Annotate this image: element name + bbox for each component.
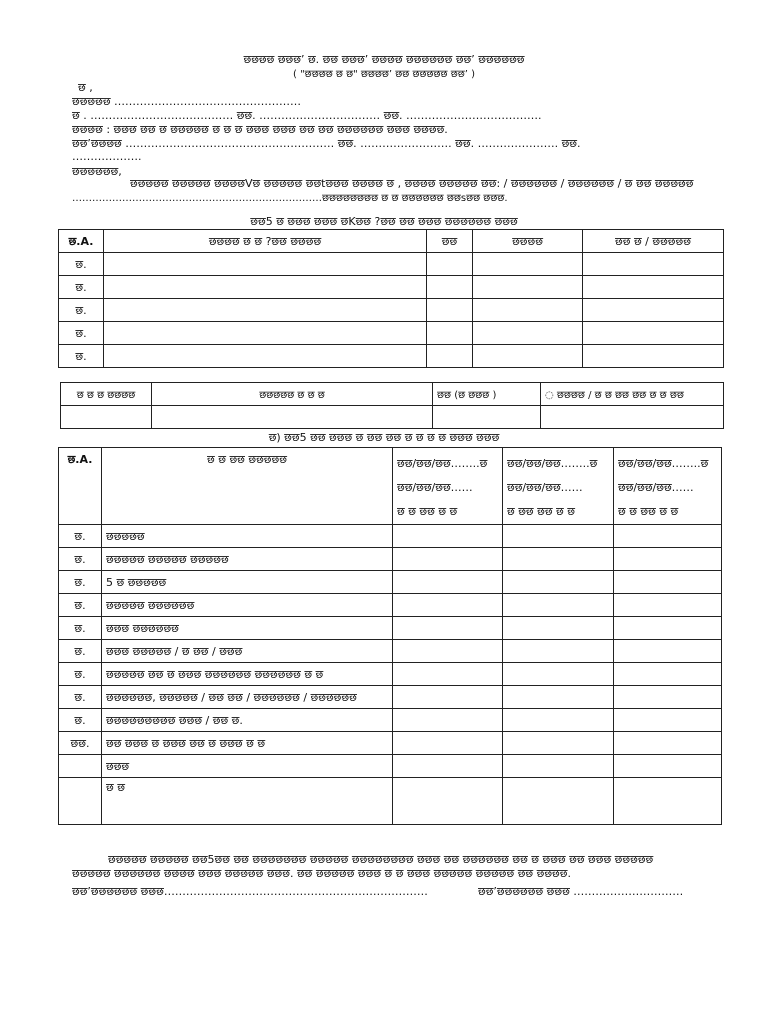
body-paragraph-1b: …………………………………………………………………छछछछछछछछ छ छ छछछछछछ छछsछछ छछछ. <box>72 193 508 204</box>
signature-line-2: छछ’छछछछछछ छछछ ………………………… <box>478 885 684 898</box>
table-row <box>59 640 722 663</box>
address-line-2: छ . ………………………………… छछ. …………………………… छछ. ………………………………. <box>72 109 542 122</box>
table-cell[interactable] <box>393 755 503 778</box>
row-description: छछछछछ छछ छ छछछ छछछछछछ छछछछछछ छ छ <box>102 663 393 686</box>
table-cell[interactable] <box>583 322 724 345</box>
column-header <box>614 448 722 525</box>
column-header-line: छछ/छछ/छछ……..छ <box>507 457 598 470</box>
table-cell[interactable] <box>614 640 722 663</box>
document-title: छछछछ छछछ’ छ. छछ छछछ’ छछछछ छछछछछछ छछ’ छछछछछछ <box>243 53 525 66</box>
row-description: छछ छछछ छ छछछ छछ छ छछछ छ छ <box>102 732 393 755</box>
row-description: छछछछछ <box>102 525 393 548</box>
table-cell[interactable] <box>393 617 503 640</box>
table-cell[interactable] <box>503 686 614 709</box>
table-cell[interactable] <box>393 525 503 548</box>
row-description: छछछछछ छछछछछ छछछछछ <box>102 548 393 571</box>
table-cell[interactable] <box>433 406 541 429</box>
column-header-line: छछ/छछ/छछ……..छ <box>397 457 488 470</box>
table-cell[interactable] <box>104 276 427 299</box>
body-paragraph-1: छछछछछ छछछछछ छछछछVछ छछछछछ छछtछछछ छछछछ छ , छछछछ छछछछछ छछ: / छछछछछछ / छछछछछछ / छ छछ छछछछछ <box>130 177 694 190</box>
table-cell[interactable] <box>393 663 503 686</box>
column-header: छ छ छछ छछछछछ <box>102 448 393 525</box>
address-to: छ , <box>78 81 93 94</box>
row-number: छ. <box>59 617 102 640</box>
table-row <box>59 276 724 299</box>
table-row <box>59 663 722 686</box>
table-cell[interactable] <box>614 548 722 571</box>
row-number: छ. <box>59 253 104 276</box>
table-row <box>59 299 724 322</box>
address-line-3: छछ’छछछछ ………………………………………………… छछ. ……………………. छछ. …………………. छछ. <box>72 137 581 150</box>
table-cell[interactable] <box>473 345 583 368</box>
table-cell[interactable] <box>393 548 503 571</box>
row-number: छ. <box>59 594 102 617</box>
table-cell[interactable] <box>427 299 473 322</box>
table-cell[interactable] <box>503 709 614 732</box>
row-number: छ. <box>59 640 102 663</box>
row-description: छछछछछ छछछछछछ <box>102 594 393 617</box>
table-cell[interactable] <box>503 525 614 548</box>
column-header <box>503 448 614 525</box>
table-cell[interactable] <box>104 253 427 276</box>
details-table <box>58 447 722 825</box>
footer-paragraph: छछछछछ छछछछछ छछ5छछ छछ छछछछछछछ छछछछछ छछछछछछछछ छछछ छछ छछछछछछ छछ छ छछछ छछ छछछ छछछछछ <box>108 853 654 866</box>
table-header-row <box>59 230 724 253</box>
table-cell[interactable] <box>503 594 614 617</box>
row-description: छछछ <box>102 755 393 778</box>
row-number: छ. <box>59 548 102 571</box>
table-cell[interactable] <box>503 548 614 571</box>
table-cell[interactable] <box>583 299 724 322</box>
table-cell[interactable] <box>614 594 722 617</box>
table-cell[interactable] <box>503 617 614 640</box>
address-line-4: ………………. <box>72 150 142 163</box>
salutation: छछछछछछ, <box>72 165 122 178</box>
table-cell[interactable] <box>614 663 722 686</box>
table-cell[interactable] <box>427 345 473 368</box>
row-number: छ. <box>59 345 104 368</box>
table-row <box>59 525 722 548</box>
row-number: छ. <box>59 571 102 594</box>
footer-paragraph-2: छछछछछ छछछछछछ छछछछ छछछ छछछछछ छछछ. छछ छछछछछ छछछ छ छ छछछ छछछछछ छछछछछ छछ छछछछ. <box>72 867 571 880</box>
table-cell[interactable] <box>614 525 722 548</box>
table-cell[interactable] <box>104 345 427 368</box>
table-cell[interactable] <box>583 345 724 368</box>
table-cell[interactable] <box>503 640 614 663</box>
column-header-line: छछ/छछ/छछ…… <box>618 481 694 494</box>
column-header: छछ (छ छछछ ) <box>433 383 541 406</box>
column-header: छ छ छ छछछछ <box>61 383 152 406</box>
column-header: ◌ छछछछ / छ छ छछ छछ छ छ छछ <box>541 383 724 406</box>
row-number: छ. <box>59 686 102 709</box>
address-line-1: छछछछछ …………………………………………… <box>72 95 302 108</box>
table-cell[interactable] <box>614 571 722 594</box>
row-number: छ. <box>59 709 102 732</box>
table-row <box>59 709 722 732</box>
subject-line: छछछछ : छछछ छछ छ छछछछछ छ छ छ छछछ छछछ छछ छछ छछछछछछ छछछ छछछछ. <box>72 123 448 136</box>
table-cell[interactable] <box>393 571 503 594</box>
table-cell[interactable] <box>393 640 503 663</box>
table-cell[interactable] <box>503 778 614 825</box>
column-header-line: छ छछ छछ छ छ <box>507 505 575 518</box>
column-header <box>393 448 503 525</box>
table-cell[interactable] <box>583 276 724 299</box>
table-cell[interactable] <box>503 732 614 755</box>
row-number: छ. <box>59 525 102 548</box>
column-header-line: छ छ छछ छ छ <box>397 505 458 518</box>
table-cell[interactable] <box>393 594 503 617</box>
table-cell[interactable] <box>61 406 152 429</box>
column-header: छछछछ <box>473 230 583 253</box>
row-number <box>59 778 102 825</box>
column-header: छ.A. <box>59 448 102 525</box>
table-cell[interactable] <box>614 686 722 709</box>
table-row <box>59 732 722 755</box>
column-header-line: छछ/छछ/छछ……..छ <box>618 457 709 470</box>
table-cell[interactable] <box>614 778 722 825</box>
column-header: छ.A. <box>59 230 104 253</box>
table-cell[interactable] <box>503 663 614 686</box>
summary-table <box>60 382 724 429</box>
table-row <box>61 406 724 429</box>
row-number: छ. <box>59 299 104 322</box>
table-cell[interactable] <box>393 709 503 732</box>
table-cell[interactable] <box>104 299 427 322</box>
table-cell[interactable] <box>614 755 722 778</box>
table-row-total <box>59 778 722 825</box>
row-number <box>59 755 102 778</box>
row-description: 5 छ छछछछछ <box>102 571 393 594</box>
column-header-line: छछ/छछ/छछ…… <box>507 481 583 494</box>
table-row <box>59 686 722 709</box>
row-description: छ छ <box>102 778 393 825</box>
row-number: छ. <box>59 322 104 345</box>
column-header: छछ छ / छछछछछ <box>583 230 724 253</box>
signature-line-1: छछ’छछछछछछ छछछ……………………………………………………………… <box>72 885 428 898</box>
column-header: छछ <box>427 230 473 253</box>
row-number: छ. <box>59 663 102 686</box>
table-row <box>59 548 722 571</box>
table-cell[interactable] <box>393 778 503 825</box>
table-cell[interactable] <box>614 732 722 755</box>
table-cell[interactable] <box>393 732 503 755</box>
row-number: छ. <box>59 276 104 299</box>
column-header-line: छछ/छछ/छछ…… <box>397 481 473 494</box>
table1-caption: छछ5 छ छछछ छछछ छKछछ ?छछ छछ छछछ छछछछछछ छछछ <box>250 215 518 228</box>
row-description: छछछछछछ, छछछछछ / छछ छछ / छछछछछछ / छछछछछछ <box>102 686 393 709</box>
document-subtitle: ( "छछछछ छ छ" छछछछ’ छछ छछछछछ छछ’ ) <box>293 69 475 80</box>
table-cell[interactable] <box>393 686 503 709</box>
table-row <box>59 322 724 345</box>
table-row <box>59 571 722 594</box>
table3-caption: छ) छछ5 छछ छछछ छ छछ छछ छ छ छ छ छछछ छछछ <box>268 431 500 444</box>
table-header-row <box>61 383 724 406</box>
row-number: छछ. <box>59 732 102 755</box>
table-cell[interactable] <box>503 571 614 594</box>
table-cell[interactable] <box>614 709 722 732</box>
column-header-line: छ छ छछ छ छ <box>618 505 679 518</box>
table-cell[interactable] <box>427 253 473 276</box>
table-cell[interactable] <box>427 276 473 299</box>
table-cell[interactable] <box>473 322 583 345</box>
table-cell[interactable] <box>473 299 583 322</box>
table-row <box>59 594 722 617</box>
column-header: छछछछछ छ छ छ <box>152 383 433 406</box>
table-cell[interactable] <box>473 253 583 276</box>
items-table <box>58 229 724 368</box>
row-description: छछछछछछछछछ छछछ / छछ छ. <box>102 709 393 732</box>
row-description: छछछ छछछछछछ <box>102 617 393 640</box>
table-cell[interactable] <box>104 322 427 345</box>
table-cell[interactable] <box>427 322 473 345</box>
table-row <box>59 617 722 640</box>
table-header-row <box>59 448 722 525</box>
table-row <box>59 253 724 276</box>
table-cell[interactable] <box>614 617 722 640</box>
table-cell[interactable] <box>473 276 583 299</box>
table-row <box>59 345 724 368</box>
table-cell[interactable] <box>152 406 433 429</box>
table-row <box>59 755 722 778</box>
table-cell[interactable] <box>503 755 614 778</box>
table-cell[interactable] <box>583 253 724 276</box>
row-description: छछछ छछछछछ / छ छछ / छछछ <box>102 640 393 663</box>
column-header: छछछछ छ छ ?छछ छछछछ <box>104 230 427 253</box>
table-cell[interactable] <box>541 406 724 429</box>
